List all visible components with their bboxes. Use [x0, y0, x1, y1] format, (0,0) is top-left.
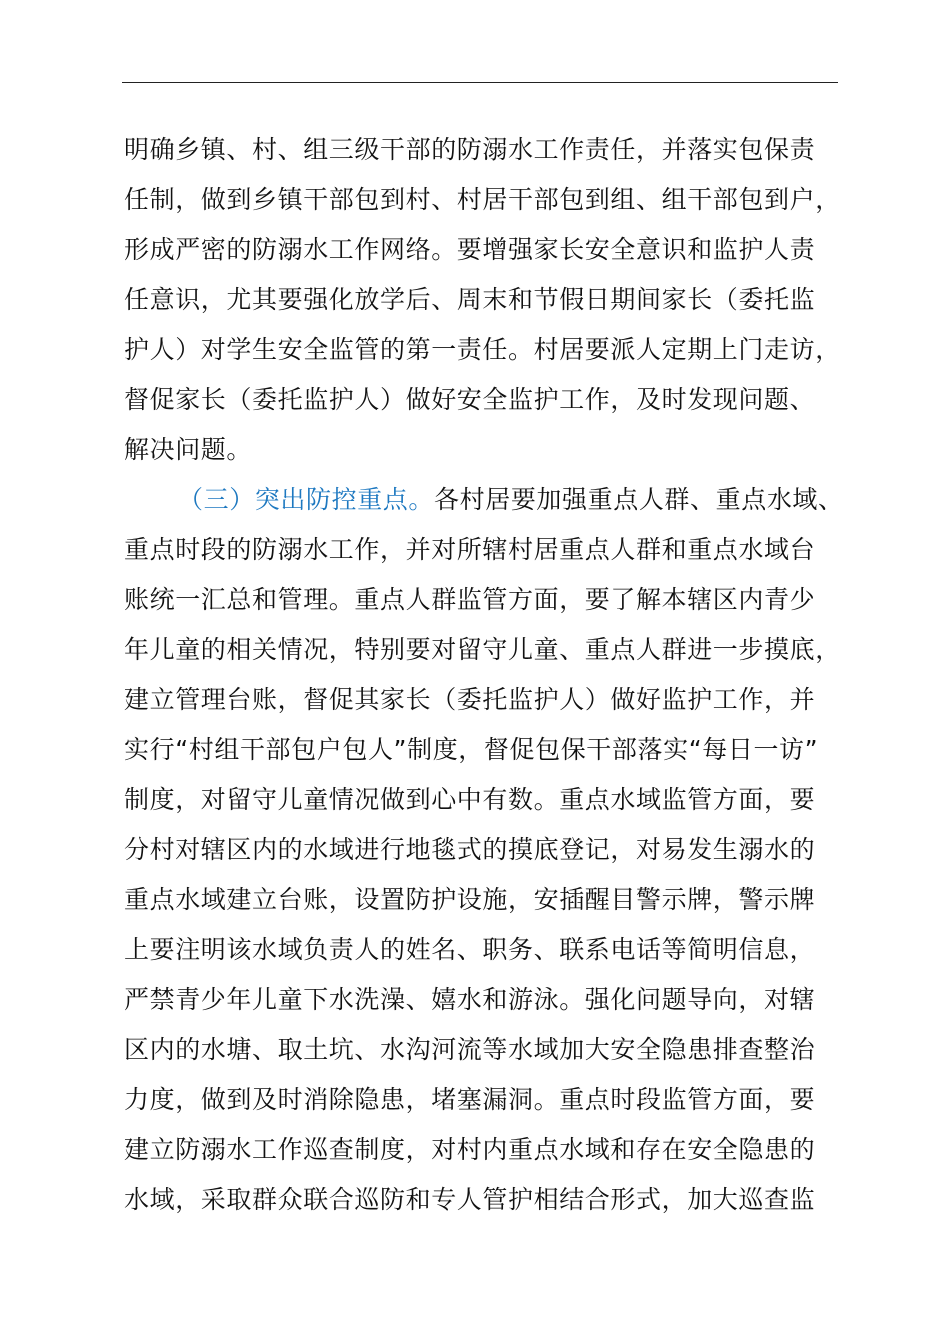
text-line: 分村对辖区内的水域进行地毯式的摸底登记，对易发生溺水的: [124, 835, 816, 864]
text-line: 实行“村组干部包户包人”制度，督促包保干部落实“每日一访”: [124, 735, 819, 764]
text-line: 严禁青少年儿童下水洗澡、嬉水和游泳。强化问题导向，对辖: [124, 985, 816, 1014]
text-line: 年儿童的相关情况，特别要对留守儿童、重点人群进一步摸底，: [124, 635, 841, 664]
text-line: 账统一汇总和管理。重点人群监管方面，要了解本辖区内青少: [124, 585, 816, 614]
text-line: 任制，做到乡镇干部包到村、村居干部包到组、组干部包到户，: [124, 185, 841, 214]
section-heading-line: [178, 484, 844, 516]
text-line: 形成严密的防溺水工作网络。要增强家长安全意识和监护人责: [124, 235, 816, 264]
header-rule: [122, 82, 838, 83]
section-heading: （三）突出防控重点。: [178, 485, 435, 514]
text-line: 重点水域建立台账，设置防护设施，安插醒目警示牌，警示牌: [124, 885, 816, 914]
text-line: 护人）对学生安全监管的第一责任。村居要派人定期上门走访，: [124, 335, 841, 364]
section-lead-text: 各村居要加强重点人群、重点水域、: [434, 485, 844, 514]
text-line: 区内的水塘、取土坑、水沟河流等水域加大安全隐患排查整治: [124, 1035, 816, 1064]
text-line: 重点时段的防溺水工作，并对所辖村居重点人群和重点水域台: [124, 535, 816, 564]
text-line: 解决问题。: [124, 435, 253, 464]
text-line: 明确乡镇、村、组三级干部的防溺水工作责任，并落实包保责: [124, 135, 816, 164]
text-line: 制度，对留守儿童情况做到心中有数。重点水域监管方面，要: [124, 785, 816, 814]
text-line: 力度，做到及时消除隐患，堵塞漏洞。重点时段监管方面，要: [124, 1085, 816, 1114]
text-line: 上要注明该水域负责人的姓名、职务、联系电话等简明信息，: [124, 935, 816, 964]
text-line: 建立管理台账，督促其家长（委托监护人）做好监护工作，并: [124, 685, 816, 714]
text-line: 水域，采取群众联合巡防和专人管护相结合形式，加大巡查监: [124, 1185, 816, 1214]
text-line: 任意识，尤其要强化放学后、周末和节假日期间家长（委托监: [124, 285, 816, 314]
text-line: 建立防溺水工作巡查制度，对村内重点水域和存在安全隐患的: [124, 1135, 816, 1164]
text-line: 督促家长（委托监护人）做好安全监护工作，及时发现问题、: [124, 385, 816, 414]
